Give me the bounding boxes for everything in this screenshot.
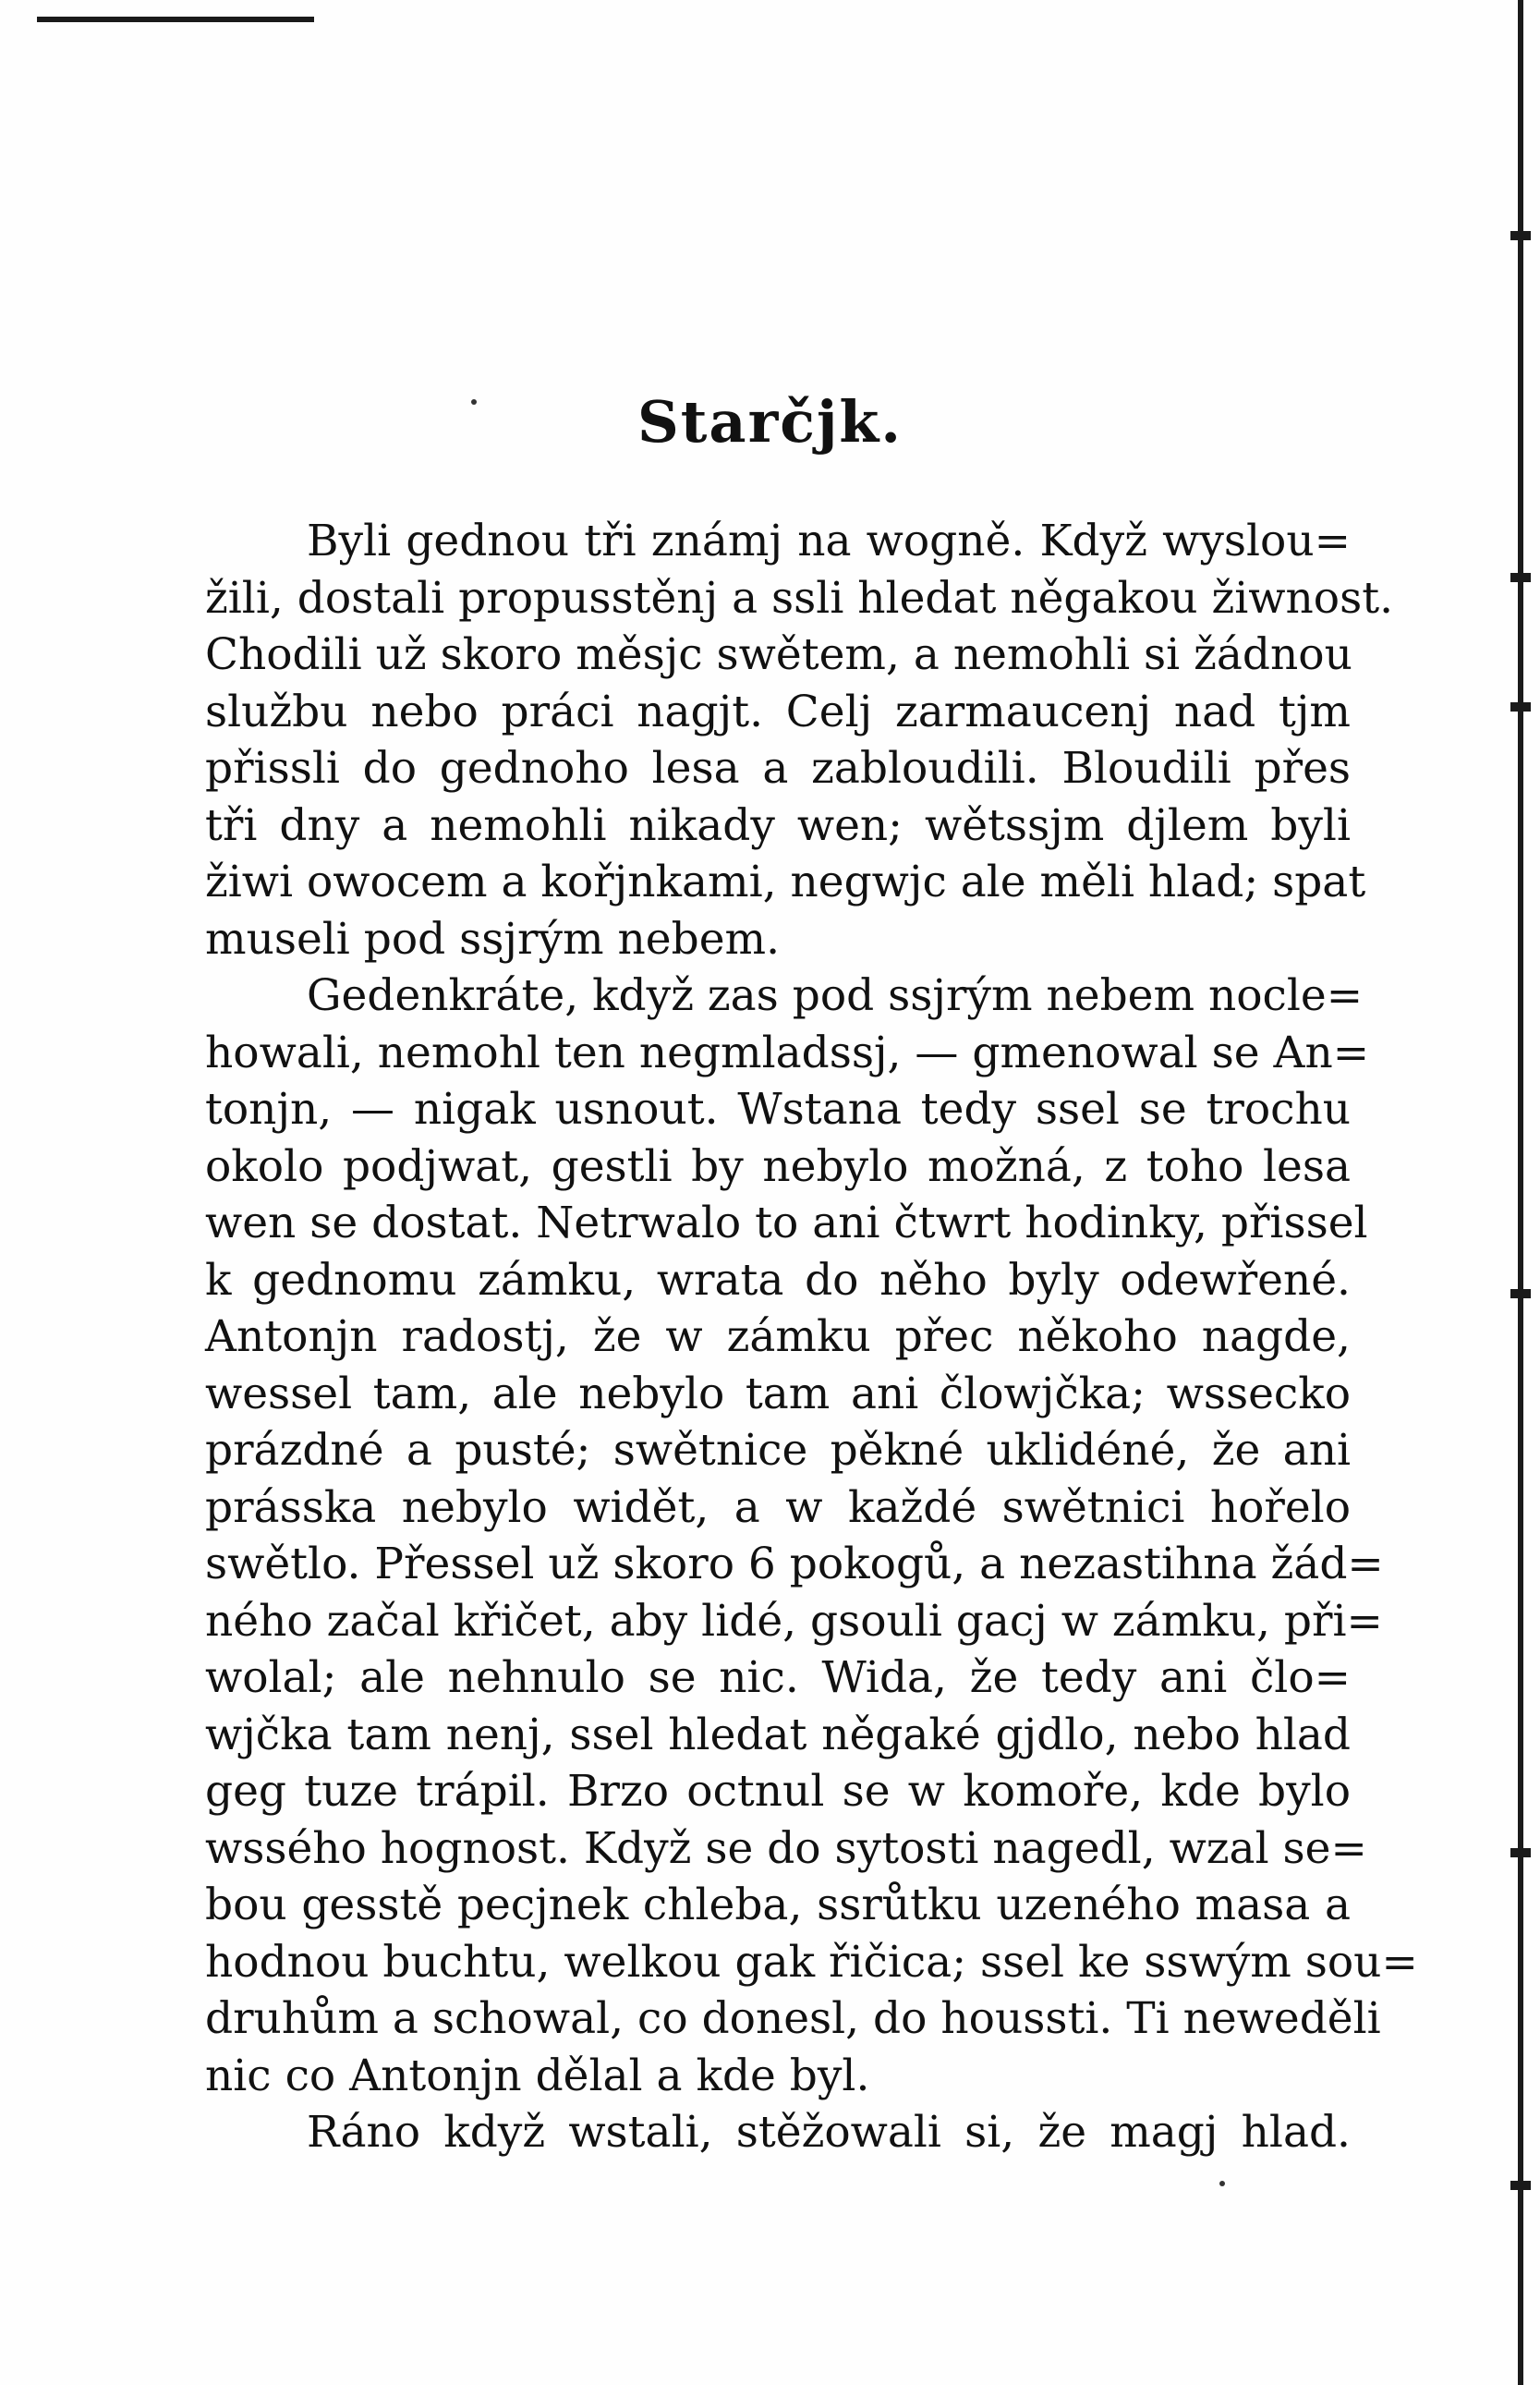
edge-tick <box>1510 573 1531 582</box>
ink-speck <box>1219 2181 1225 2186</box>
edge-tick <box>1510 1289 1531 1298</box>
edge-tick <box>1510 1848 1531 1857</box>
text-line: žiwi owocem a kořjnkami, negwjc ale měli hlad; spat <box>205 857 1366 907</box>
text-line: wolal; ale nehnulo se nic. Wida, že tedy ani člo= <box>205 1652 1351 1703</box>
text-line: Ráno když wstali, stěžowali si, že magj hlad. <box>307 2107 1351 2158</box>
body-text <box>205 513 1418 2161</box>
text-line: ného začal křičet, aby lidé, gsouli gacj w zámku, při= <box>205 1595 1383 1647</box>
text-line: službu nebo práci nagjt. Celj zarmaucenj nad tjm <box>205 686 1351 737</box>
text-line: Antonjn radostj, že w zámku přec někoho nagde, <box>205 1311 1351 1362</box>
text-line: museli pod ssjrým nebem. <box>205 913 781 965</box>
text-line: Gedenkráte, když zas pod ssjrým nebem nocle= <box>307 970 1364 1021</box>
text-line: druhům a schowal, co donesl, do houssti. Ti neweděli <box>205 1993 1381 2044</box>
text-line: přissli do gednoho lesa a zabloudili. Bloudili přes <box>205 743 1351 794</box>
text-line: howali, nemohl ten negmladssj, — gmenowal se An= <box>205 1027 1370 1078</box>
text-line: žili, dostali propusstěnj a ssli hledat něgakou žiwnost. <box>205 572 1394 624</box>
edge-tick <box>1510 702 1531 712</box>
text-line: wessel tam, ale nebylo tam ani člowjčka; wsseckо <box>205 1368 1351 1419</box>
text-line: hodnou buchtu, welkou gak řičica; ssel ke sswým sou= <box>205 1936 1418 1988</box>
text-line: wen se dostat. Netrwalo to ani čtwrt hodinky, přissel <box>205 1198 1368 1248</box>
text-line: nic co Antonjn dělal a kde byl. <box>205 2050 870 2101</box>
edge-tick <box>1510 231 1531 240</box>
text-line: prásska nebylo widět, a w každé swětnici hořelo <box>205 1481 1351 1533</box>
text-line: prázdné a pusté; swětnice pěkné uklidéné, že ani <box>205 1425 1351 1476</box>
text-line: tonjn, — nigak usnout. Wstana tedy ssel se trochu <box>205 1084 1351 1135</box>
scan-corner-mark <box>37 17 314 22</box>
text-line: bou gesstě pecjnek chleba, ssrůtku uzeného masa a <box>205 1880 1351 1930</box>
text-line: wjčka tam nenj, ssel hledat něgaké gjdlo, nebo hlad <box>205 1709 1351 1760</box>
chapter-title: Starčjk. <box>637 388 903 456</box>
text-line: Byli gednou tři známj na wogně. Když wyslou= <box>307 516 1351 566</box>
text-line: swětlo. Přessel už skoro 6 pokogů, a nezastihna žád= <box>205 1539 1384 1589</box>
text-line: wssého hognost. Když se do sytosti nagedl, wzal se= <box>205 1822 1367 1874</box>
text-line: k gednomu zámku, wrata do něho byly odewřené. <box>205 1254 1351 1306</box>
edge-tick <box>1510 2181 1531 2190</box>
text-line: tři dny a nemohli nikady wen; wětssjm djlem byli <box>205 799 1351 851</box>
text-line: Chodili už skoro měsjc swětem, a nemohli si žádnou <box>205 629 1352 680</box>
page-edge-line <box>1518 0 1523 2385</box>
text-line: geg tuze trápil. Brzo octnul se w komoře, kde bylo <box>205 1766 1351 1817</box>
text-line: okolo podjwat, gestli by nebylo možná, z toho lesa <box>205 1140 1351 1192</box>
